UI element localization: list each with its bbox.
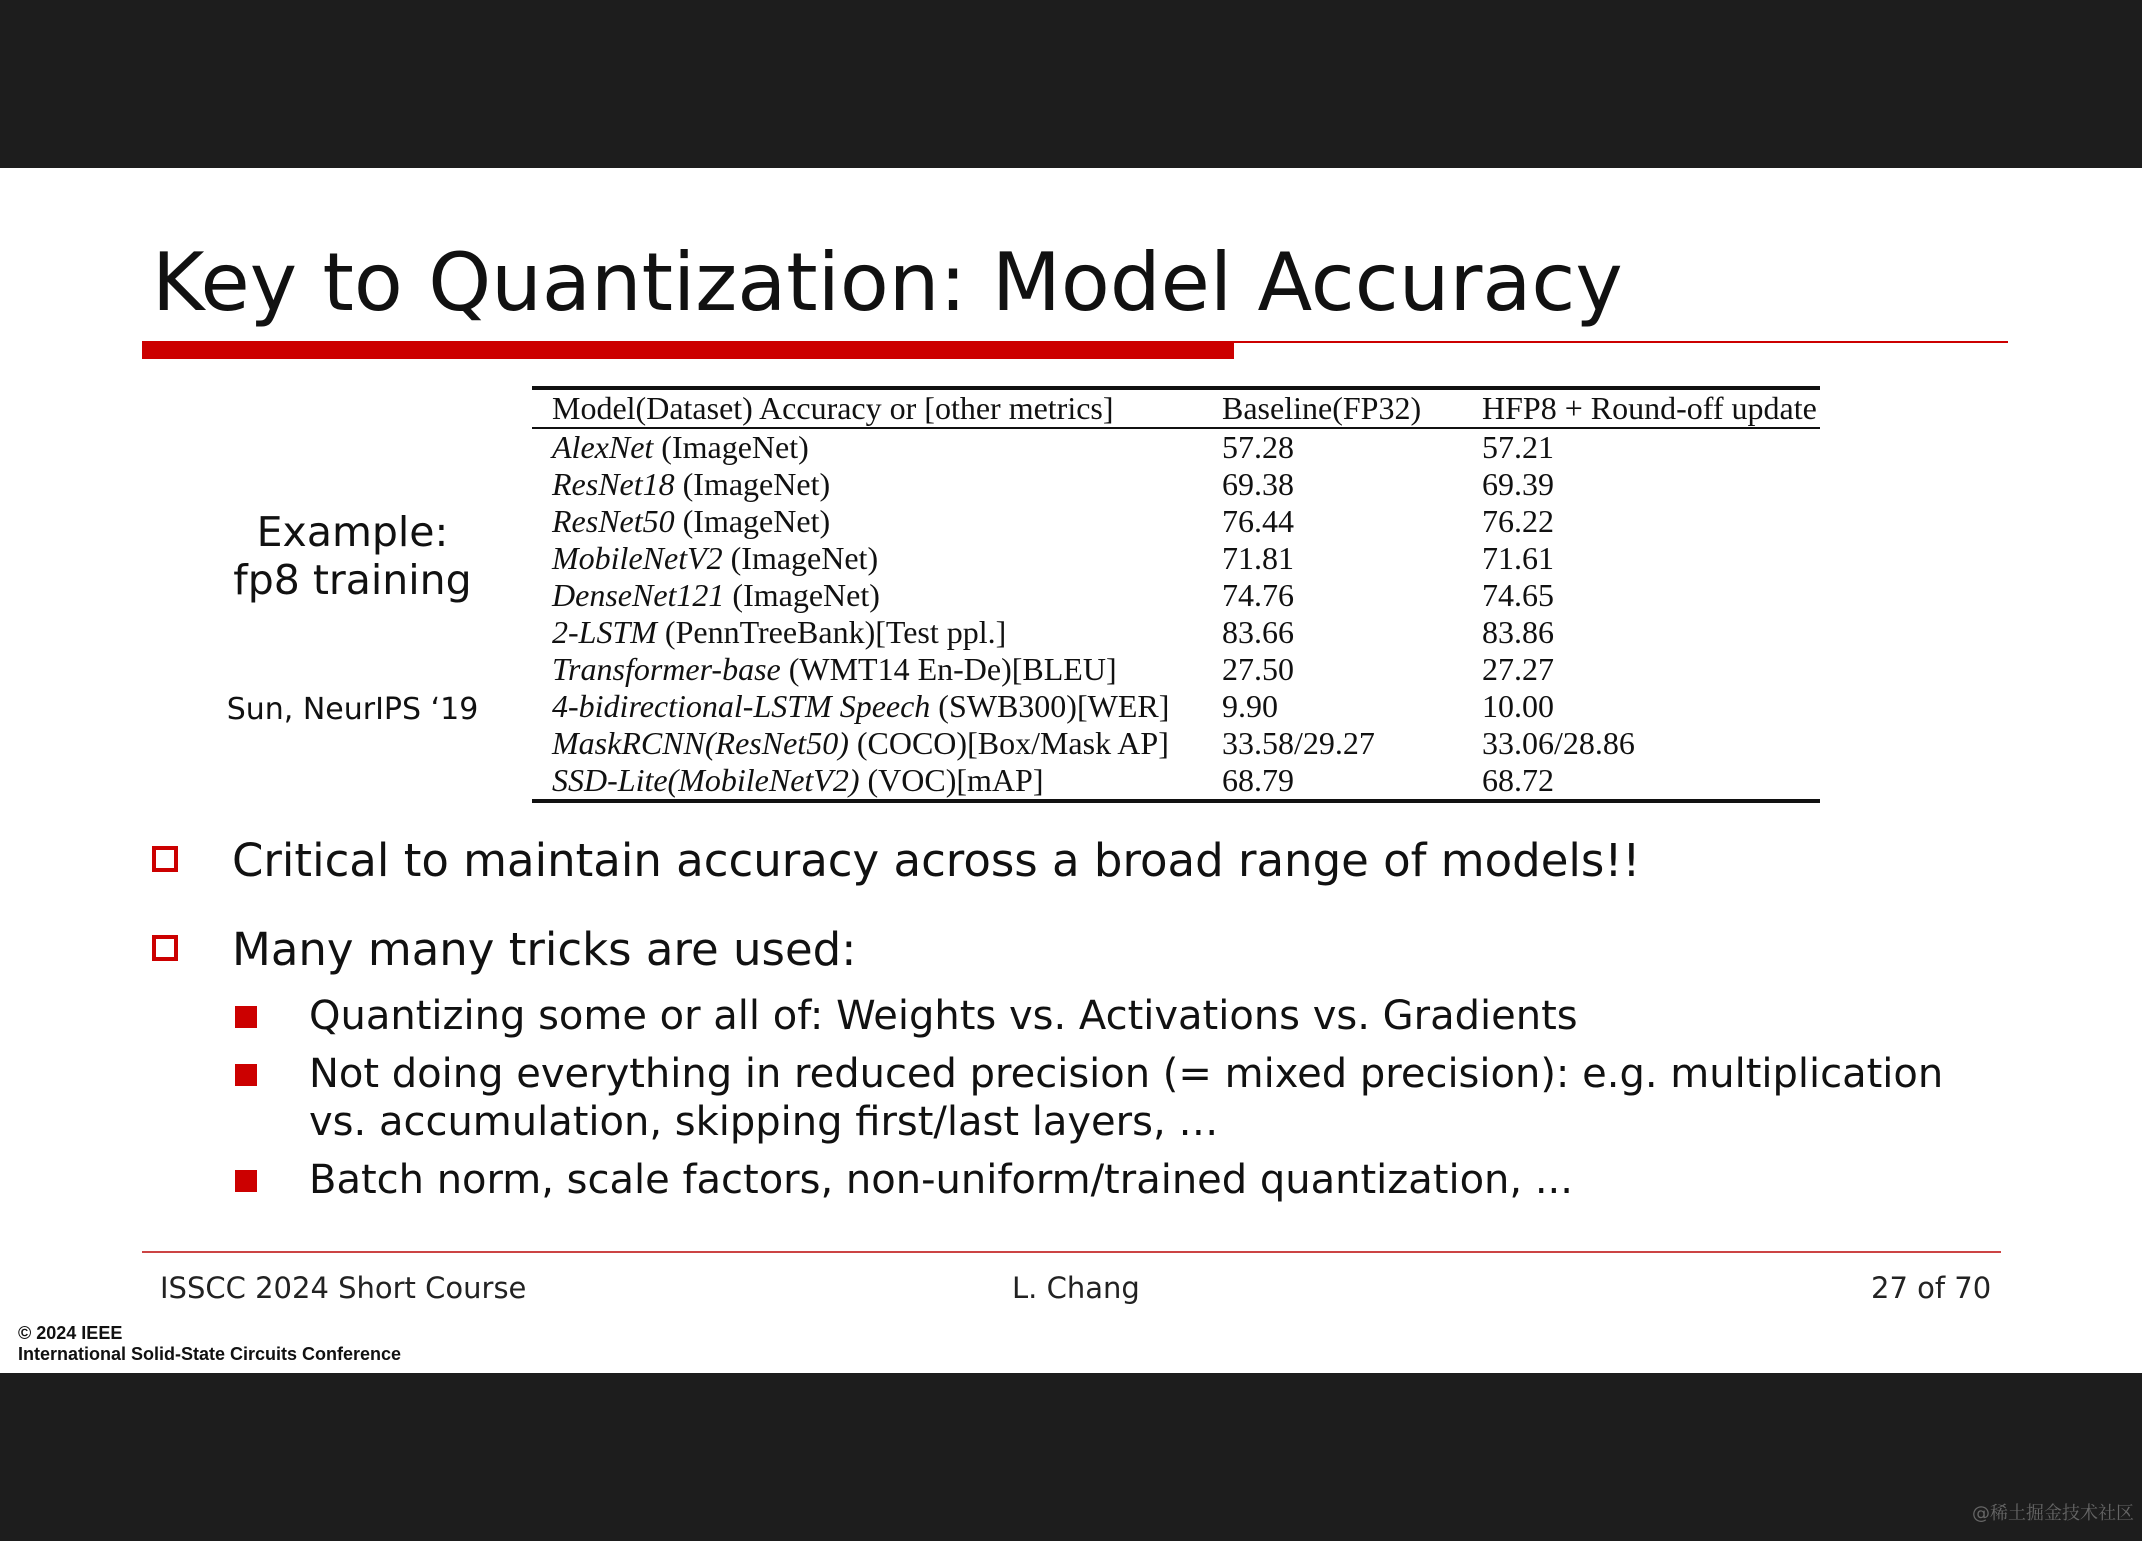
cell-model <box>532 762 1202 801</box>
model-name: SSD-Lite(MobileNetV2) <box>552 762 860 798</box>
cell-model <box>532 428 1202 466</box>
example-line2: fp8 training <box>233 556 472 604</box>
dataset-name: (SWB300)[WER] <box>930 688 1170 724</box>
footer-course: ISSCC 2024 Short Course <box>160 1271 527 1305</box>
cell-hfp8: 68.72 <box>1482 762 1554 798</box>
sub-bullet-2-text: Not doing everything in reduced precision (= mixed precision): e.g. multiplication vs. accumulation, skipping first/last layers, … <box>309 1051 1944 1145</box>
citation: Sun, NeurIPS ‘19 <box>226 692 479 727</box>
table-row <box>532 688 1820 725</box>
table-row <box>532 428 1820 466</box>
title-underline-thick <box>142 341 1234 359</box>
copyright-line2: International Solid-State Circuits Conference <box>18 1344 402 1364</box>
dataset-name: (ImageNet) <box>674 503 831 539</box>
cell-hfp8: 76.22 <box>1482 503 1554 539</box>
cell-hfp8: 83.86 <box>1482 614 1554 650</box>
cell-hfp8: 74.65 <box>1482 577 1554 613</box>
cell-baseline: 68.79 <box>1222 762 1294 798</box>
copyright <box>18 1323 401 1365</box>
dataset-name: (ImageNet) <box>653 429 809 465</box>
cell-model <box>532 466 1202 503</box>
cell-baseline: 74.76 <box>1222 577 1294 613</box>
header-model: Model(Dataset) Accuracy or [other metrics] <box>552 390 1114 426</box>
results-table <box>532 386 1820 803</box>
cell-model <box>532 651 1202 688</box>
table-row <box>532 762 1820 801</box>
header-hfp8: HFP8 + Round-off update <box>1482 390 1817 426</box>
table-header-row <box>532 388 1820 428</box>
header-baseline: Baseline(FP32) <box>1222 390 1422 426</box>
table-row <box>532 577 1820 614</box>
cell-model <box>532 688 1202 725</box>
cell-baseline: 33.58/29.27 <box>1222 725 1375 761</box>
filled-square-bullet-icon <box>235 1064 257 1086</box>
dataset-name: (VOC)[mAP] <box>859 762 1044 798</box>
model-name: DenseNet121 <box>552 577 725 613</box>
cell-model <box>532 540 1202 577</box>
model-name: MobileNetV2 <box>552 540 723 576</box>
dataset-name: (ImageNet) <box>722 540 879 576</box>
filled-square-bullet-icon <box>235 1170 257 1192</box>
dataset-name: (WMT14 En-De)[BLEU] <box>780 651 1117 687</box>
dataset-name: (COCO)[Box/Mask AP] <box>848 725 1169 761</box>
slide <box>0 168 2142 1373</box>
hollow-square-bullet-icon <box>152 846 178 872</box>
cell-hfp8: 69.39 <box>1482 466 1554 502</box>
footer-author: L. Chang <box>1012 1271 1140 1305</box>
hollow-square-bullet-icon <box>152 935 178 961</box>
model-name: ResNet50 <box>552 503 675 539</box>
model-name: ResNet18 <box>552 466 675 502</box>
title-underline-thin <box>1234 341 2008 343</box>
sub-bullet-1-text: Quantizing some or all of: Weights vs. Activations vs. Gradients <box>309 993 1578 1039</box>
cell-baseline: 69.38 <box>1222 466 1294 502</box>
table-row <box>532 725 1820 762</box>
cell-baseline: 27.50 <box>1222 651 1294 687</box>
cell-model <box>532 614 1202 651</box>
cell-baseline: 57.28 <box>1222 429 1294 465</box>
cell-hfp8: 33.06/28.86 <box>1482 725 1635 761</box>
dataset-name: (PennTreeBank)[Test ppl.] <box>656 614 1007 650</box>
table-row <box>532 466 1820 503</box>
model-name: Transformer-base <box>552 651 781 687</box>
bullet-1-text: Critical to maintain accuracy across a broad range of models!! <box>232 834 1641 887</box>
model-name: AlexNet <box>552 429 654 465</box>
table-row <box>532 614 1820 651</box>
cell-model <box>532 725 1202 762</box>
sub-bullet-3-text: Batch norm, scale factors, non-uniform/trained quantization, ... <box>309 1157 1573 1203</box>
cell-hfp8: 10.00 <box>1482 688 1554 724</box>
cell-hfp8: 27.27 <box>1482 651 1554 687</box>
bullet-2-text: Many many tricks are used: <box>232 923 857 976</box>
cell-model <box>532 503 1202 540</box>
model-name: 4-bidirectional-LSTM Speech <box>552 688 931 724</box>
watermark: @稀土掘金技术社区 <box>1972 1503 2134 1524</box>
slide-title: Key to Quantization: Model Accuracy <box>152 236 1623 329</box>
results-table-container <box>532 386 1820 803</box>
model-name: MaskRCNN(ResNet50) <box>552 725 849 761</box>
footer-divider <box>142 1251 2001 1253</box>
footer-page-number: 27 of 70 <box>1871 1271 1992 1305</box>
example-line1: Example: <box>256 508 449 556</box>
table-row <box>532 651 1820 688</box>
dataset-name: (ImageNet) <box>674 466 831 502</box>
cell-hfp8: 57.21 <box>1482 429 1554 465</box>
filled-square-bullet-icon <box>235 1006 257 1028</box>
cell-baseline: 76.44 <box>1222 503 1294 539</box>
example-label <box>190 508 515 604</box>
model-name: 2-LSTM <box>552 614 657 650</box>
cell-baseline: 83.66 <box>1222 614 1294 650</box>
cell-model <box>532 577 1202 614</box>
dataset-name: (ImageNet) <box>724 577 880 613</box>
table-row <box>532 540 1820 577</box>
cell-baseline: 9.90 <box>1222 688 1278 724</box>
copyright-line1: © 2024 IEEE <box>18 1323 123 1343</box>
cell-baseline: 71.81 <box>1222 540 1294 576</box>
cell-hfp8: 71.61 <box>1482 540 1554 576</box>
table-row <box>532 503 1820 540</box>
